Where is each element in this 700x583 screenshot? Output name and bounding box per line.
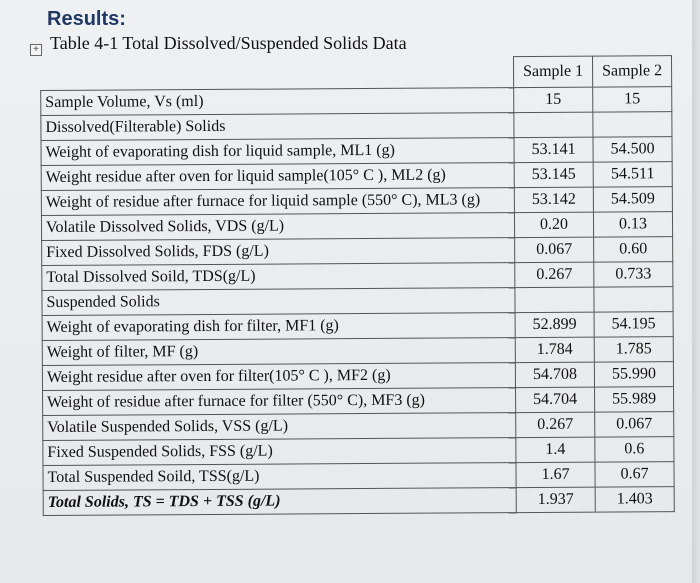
table-row [41,112,672,141]
column-header-sample-1: Sample 1 [513,56,592,87]
row-label: Fixed Suspended Solids, FSS (g/L) [43,438,516,466]
solids-data-table [40,55,675,516]
table-row [42,312,673,341]
row-label: Total Solids, TS = TDS + TSS (g/L) [43,488,516,516]
sample-2-value: 54.511 [593,162,672,187]
sample-1-value: 0.267 [515,262,594,287]
sample-2-value: 54.500 [593,137,672,162]
table-row [42,237,673,266]
table-row [41,162,672,191]
sample-2-value: 1.403 [595,487,674,512]
row-label: Volatile Suspended Solids, VSS (g/L) [43,413,516,441]
sample-1-value: 54.704 [516,387,595,412]
table-move-handle-icon[interactable]: + [30,44,42,56]
table-caption: Table 4-1 Total Dissolved/Suspended Solids Data [50,33,407,53]
page-edge [692,0,700,583]
table-row [42,287,673,316]
results-heading: Results: [47,8,126,30]
row-label: Weight of evaporating dish for liquid sample, ML1 (g) [41,138,514,166]
table-row [41,187,672,216]
table-row [42,362,673,391]
table-row [41,87,672,116]
row-label: Weight residue after oven for filter(105° C ), MF2 (g) [42,363,515,391]
sample-1-value [515,287,594,312]
sample-1-value: 15 [514,87,593,112]
sample-1-value: 1.4 [516,437,595,462]
sample-2-value [594,287,673,312]
sample-2-value: 0.6 [595,437,674,462]
table-row [43,462,674,491]
row-label: Weight of residue after furnace for liquid sample (550° C), ML3 (g) [41,188,514,216]
sample-1-value: 0.067 [515,237,594,262]
table-row [43,387,674,416]
sample-2-value: 15 [593,87,672,112]
sample-2-value: 0.067 [595,412,674,437]
sample-2-value [593,112,672,137]
row-label: Weight of residue after furnace for filter (550° C), MF3 (g) [43,388,516,416]
table-header-row [41,56,672,91]
sample-2-value: 1.785 [594,337,673,362]
sample-2-value: 55.990 [594,362,673,387]
column-header-sample-2: Sample 2 [592,56,671,87]
sample-2-value: 0.60 [594,237,673,262]
sample-2-value: 0.13 [593,212,672,237]
sample-2-value: 55.989 [595,387,674,412]
row-label: Total Dissolved Soild, TDS(g/L) [42,263,515,291]
sample-1-value: 0.20 [514,212,593,237]
sample-2-value: 0.733 [594,262,673,287]
section-label: Suspended Solids [42,288,515,316]
table-row [41,212,672,241]
sample-1-value: 53.145 [514,162,593,187]
sample-1-value: 1.937 [516,487,595,512]
row-label: Weight of evaporating dish for filter, MF1 (g) [42,313,515,341]
sample-1-value: 53.141 [514,137,593,162]
sample-2-value: 54.509 [593,187,672,212]
table-row [42,337,673,366]
row-label: Weight of filter, MF (g) [42,338,515,366]
sample-2-value: 54.195 [594,312,673,337]
row-label: Fixed Dissolved Solids, FDS (g/L) [42,238,515,266]
empty-header-cell [41,57,514,91]
sample-1-value: 1.67 [516,462,595,487]
row-label: Volatile Dissolved Solids, VDS (g/L) [41,213,514,241]
table-row [42,262,673,291]
sample-1-value [514,112,593,137]
sample-1-value: 53.142 [514,187,593,212]
table-row [41,137,672,166]
section-label: Dissolved(Filterable) Solids [41,113,514,141]
row-label: Total Suspended Soild, TSS(g/L) [43,463,516,491]
sample-1-value: 0.267 [516,412,595,437]
row-label: Sample Volume, Vs (ml) [41,88,514,116]
table-row [43,412,674,441]
sample-1-value: 1.784 [515,337,594,362]
sample-2-value: 0.67 [595,462,674,487]
sample-1-value: 54.708 [515,362,594,387]
table-row-total-solids [43,487,674,516]
sample-1-value: 52.899 [515,312,594,337]
table-row [43,437,674,466]
row-label: Weight residue after oven for liquid sample(105° C ), ML2 (g) [41,163,514,191]
